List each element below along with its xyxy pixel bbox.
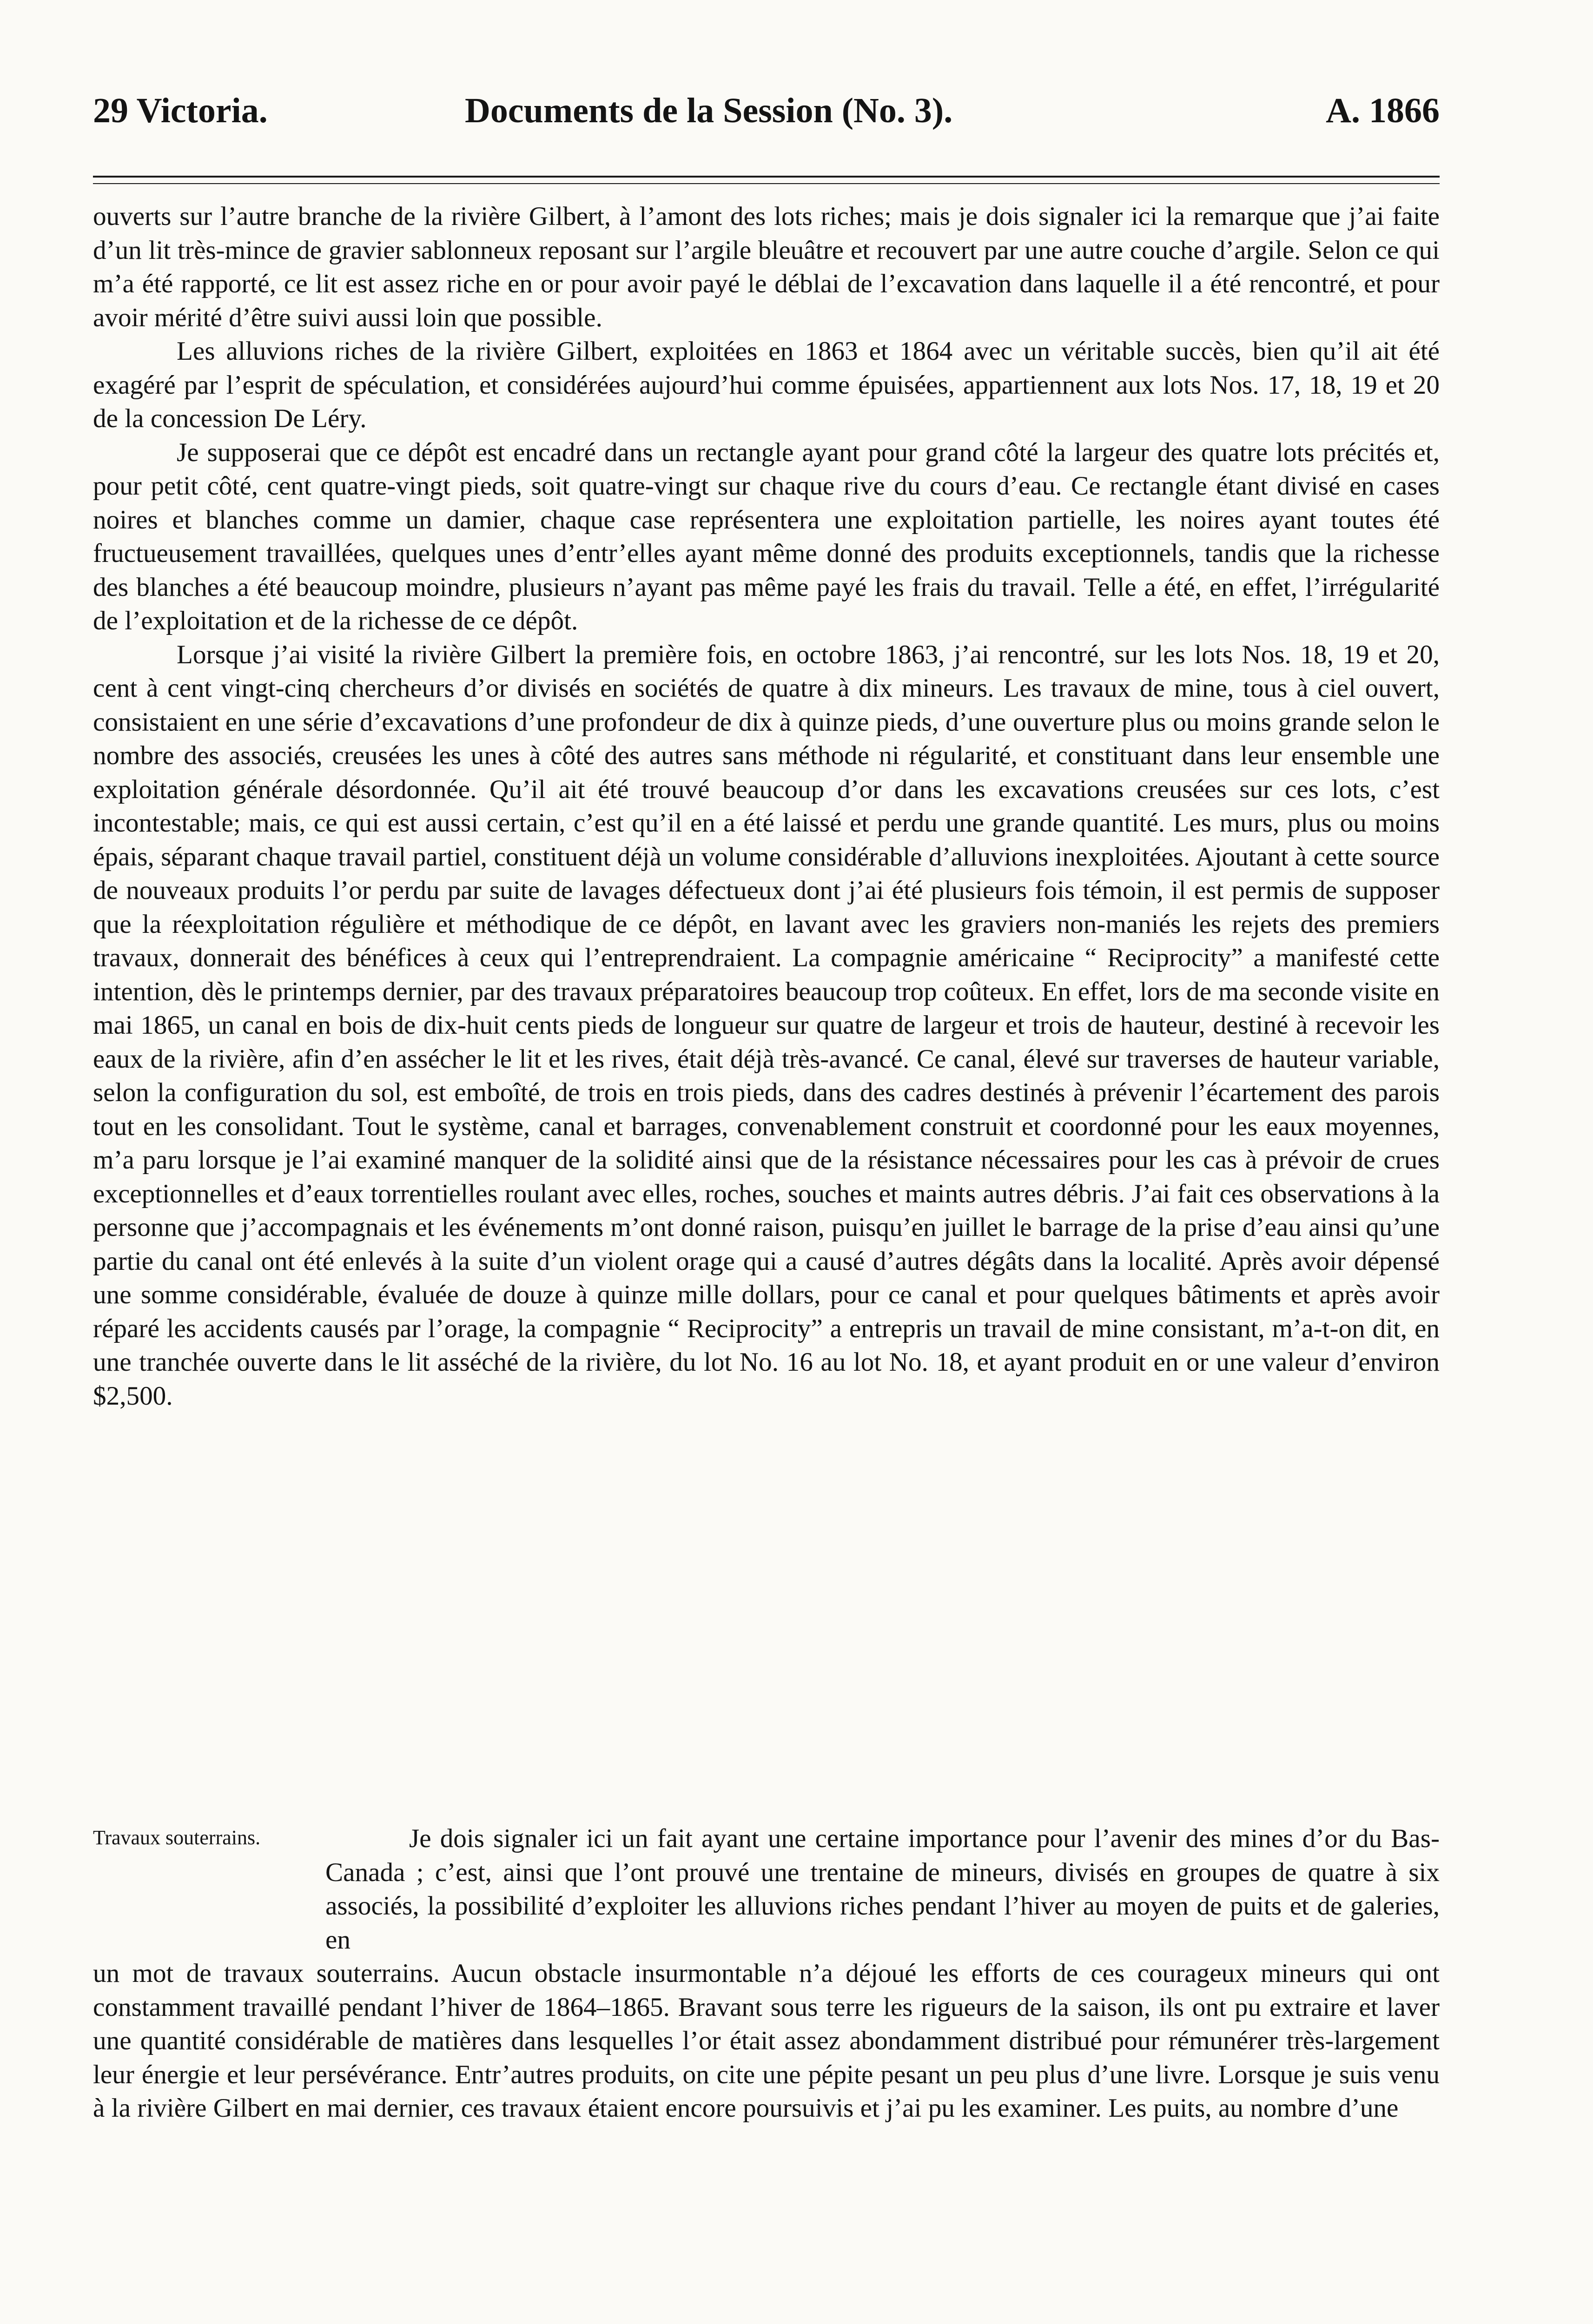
paragraph-5-start: Je dois signaler ici un fait ayant une certaine importance pour l’avenir des mines d’or du Bas-Canada ; c’est, ainsi que l’ont prouvé une trentaine de mineurs, divisés en groupes de quatre à six associés, la possibilité d’exploiter les alluvions riches pendant l’hiver au moyen de puits et de galeries, en: [325, 1824, 1440, 1954]
header-right-year: A. 1866: [1326, 91, 1440, 130]
paragraph-2: Les alluvions riches de la rivière Gilbert, exploitées en 1863 et 1864 avec un véritable succès, bien qu’il ait été exagéré par l’esprit de spéculation, et considérées aujourd’hui comme épuisées, appartiennent aux lots Nos. 17, 18, 19 et 20 de la concession De Léry.: [93, 337, 1440, 433]
marginal-note: Travaux souterrains.: [93, 1826, 261, 1849]
paragraph-5-continuation: [93, 1957, 1440, 2126]
running-header: [93, 91, 1440, 146]
header-center-title: Documents de la Session (No. 3).: [465, 91, 953, 130]
paragraph-1: ouverts sur l’autre branche de la rivière Gilbert, à l’amont des lots riches; mais je dois signaler ici la remarque que j’ai faite d’un lit très-mince de gravier sablonneux reposant sur l’argile bleuâtre et recouvert par une autre couche d’argile. Selon ce qui m’a été rapporté, ce lit est assez riche en or pour avoir payé le déblai de l’excavation dans laquelle il a été rencontré, et pour avoir mérité d’être suivi aussi loin que possible.: [93, 202, 1440, 332]
paragraph-3: Je supposerai que ce dépôt est encadré dans un rectangle ayant pour grand côté la largeur des quatre lots précités et, pour petit côté, cent quatre-vingt pieds, soit quatre-vingt sur chaque rive du cours d’eau. Ce rectangle étant divisé en cases noires et blanches comme un damier, chaque case représentera une exploitation partielle, les noires ayant toutes été fructueusement travaillées, quelques unes d’entr’elles ayant même donné des produits exceptionnels, tandis que la richesse des blanches a été beaucoup moindre, plusieurs n’ayant pas même payé les frais du travail. Telle a été, en effet, l’irrégularité de l’exploitation et de la richesse de ce dépôt.: [93, 437, 1440, 635]
header-left-regnal-year: 29 Victoria.: [93, 91, 268, 130]
header-rule-thick: [93, 176, 1440, 178]
header-rule-thin: [93, 183, 1440, 184]
main-text-block: [93, 200, 1440, 1413]
paragraph-5-rest: un mot de travaux souterrains. Aucun obstacle insurmontable n’a déjoué les efforts de ces courageux mineurs qui ont constamment travaillé pendant l’hiver de 1864–1865. Bravant sous terre les rigueurs de la saison, ils ont pu extraire et laver une quantité considérable de matières dans lesquelles l’or était assez abondamment distribué pour rémunérer très-largement leur énergie et leur persévérance. Entr’autres produits, on cite une pépite pesant un peu plus d’une livre. Lorsque je suis venu à la rivière Gilbert en mai dernier, ces travaux étaient encore poursuivis et j’ai pu les examiner. Les puits, au nombre d’une: [93, 1959, 1440, 2123]
paragraph-5-indented: [325, 1822, 1440, 1957]
paragraph-4: Lorsque j’ai visité la rivière Gilbert la première fois, en octobre 1863, j’ai rencontré, sur les lots Nos. 18, 19 et 20, cent à cent vingt-cinq chercheurs d’or divisés en sociétés de quatre à dix mineurs. Les travaux de mine, tous à ciel ouvert, consistaient en une série d’excavations d’une profondeur de dix à quinze pieds, d’une ouverture plus ou moins grande selon le nombre des associés, creusées les unes à côté des autres sans méthode ni régularité, et constituant dans leur ensemble une exploitation générale désordonnée. Qu’il ait été trouvé beaucoup d’or dans les excavations creusées sur ces lots, c’est incontestable; mais, ce qui est aussi certain, c’est qu’il en a été laissé et perdu une grande quantité. Les murs, plus ou moins épais, séparant chaque travail partiel, constituent déjà un volume considérable d’alluvions inexploitées. Ajoutant à cette source de nouveaux produits l’or perdu par suite de lavages défectueux dont j’ai été plusieurs fois témoin, il est permis de supposer que la réexploitation régulière et méthodique de ce dépôt, en lavant avec les graviers non-maniés les rejets des premiers travaux, donnerait des bénéfices à ceux qui l’entreprendraient. La compagnie américaine “ Reciprocity” a manifesté cette intention, dès le printemps dernier, par des travaux préparatoires beaucoup trop coûteux. En effet, lors de ma seconde visite en mai 1865, un canal en bois de dix-huit cents pieds de longueur sur quatre de largeur et trois de hauteur, destiné à recevoir les eaux de la rivière, afin d’en assécher le lit et les rives, était déjà très-avancé. Ce canal, élevé sur traverses de hauteur variable, selon la configuration du sol, est emboîté, de trois en trois pieds, dans des cadres destinés à prévenir l’écartement des parois tout en les consolidant. Tout le système, canal et barrages, convenablement construit et coordonné pour les eaux moyennes, m’a paru lorsque je l’ai examiné manquer de la solidité ainsi que de la résistance nécessaires pour les cas à prévoir de crues exceptionnelles et d’eaux torrentielles roulant avec elles, roches, souches et maints autres débris. J’ai fait ces observations à la personne que j’accompagnais et les événements m’ont donné raison, puisqu’en juillet le barrage de la prise d’eau ainsi qu’une partie du canal ont été enlevés à la suite d’un violent orage qui a causé d’autres dégâts dans la localité. Après avoir dépensé une somme considérable, évaluée de douze à quinze mille dollars, pour ce canal et pour quelques bâtiments et après avoir réparé les accidents causés par l’orage, la compagnie “ Reciprocity” a entrepris un travail de mine consistant, m’a-t-on dit, en une tranchée ouverte dans le lit asséché de la rivière, du lot No. 16 au lot No. 18, et ayant produit en or une valeur d’environ $2,500.: [93, 640, 1440, 1411]
sidenote-section: [93, 1822, 1440, 2126]
